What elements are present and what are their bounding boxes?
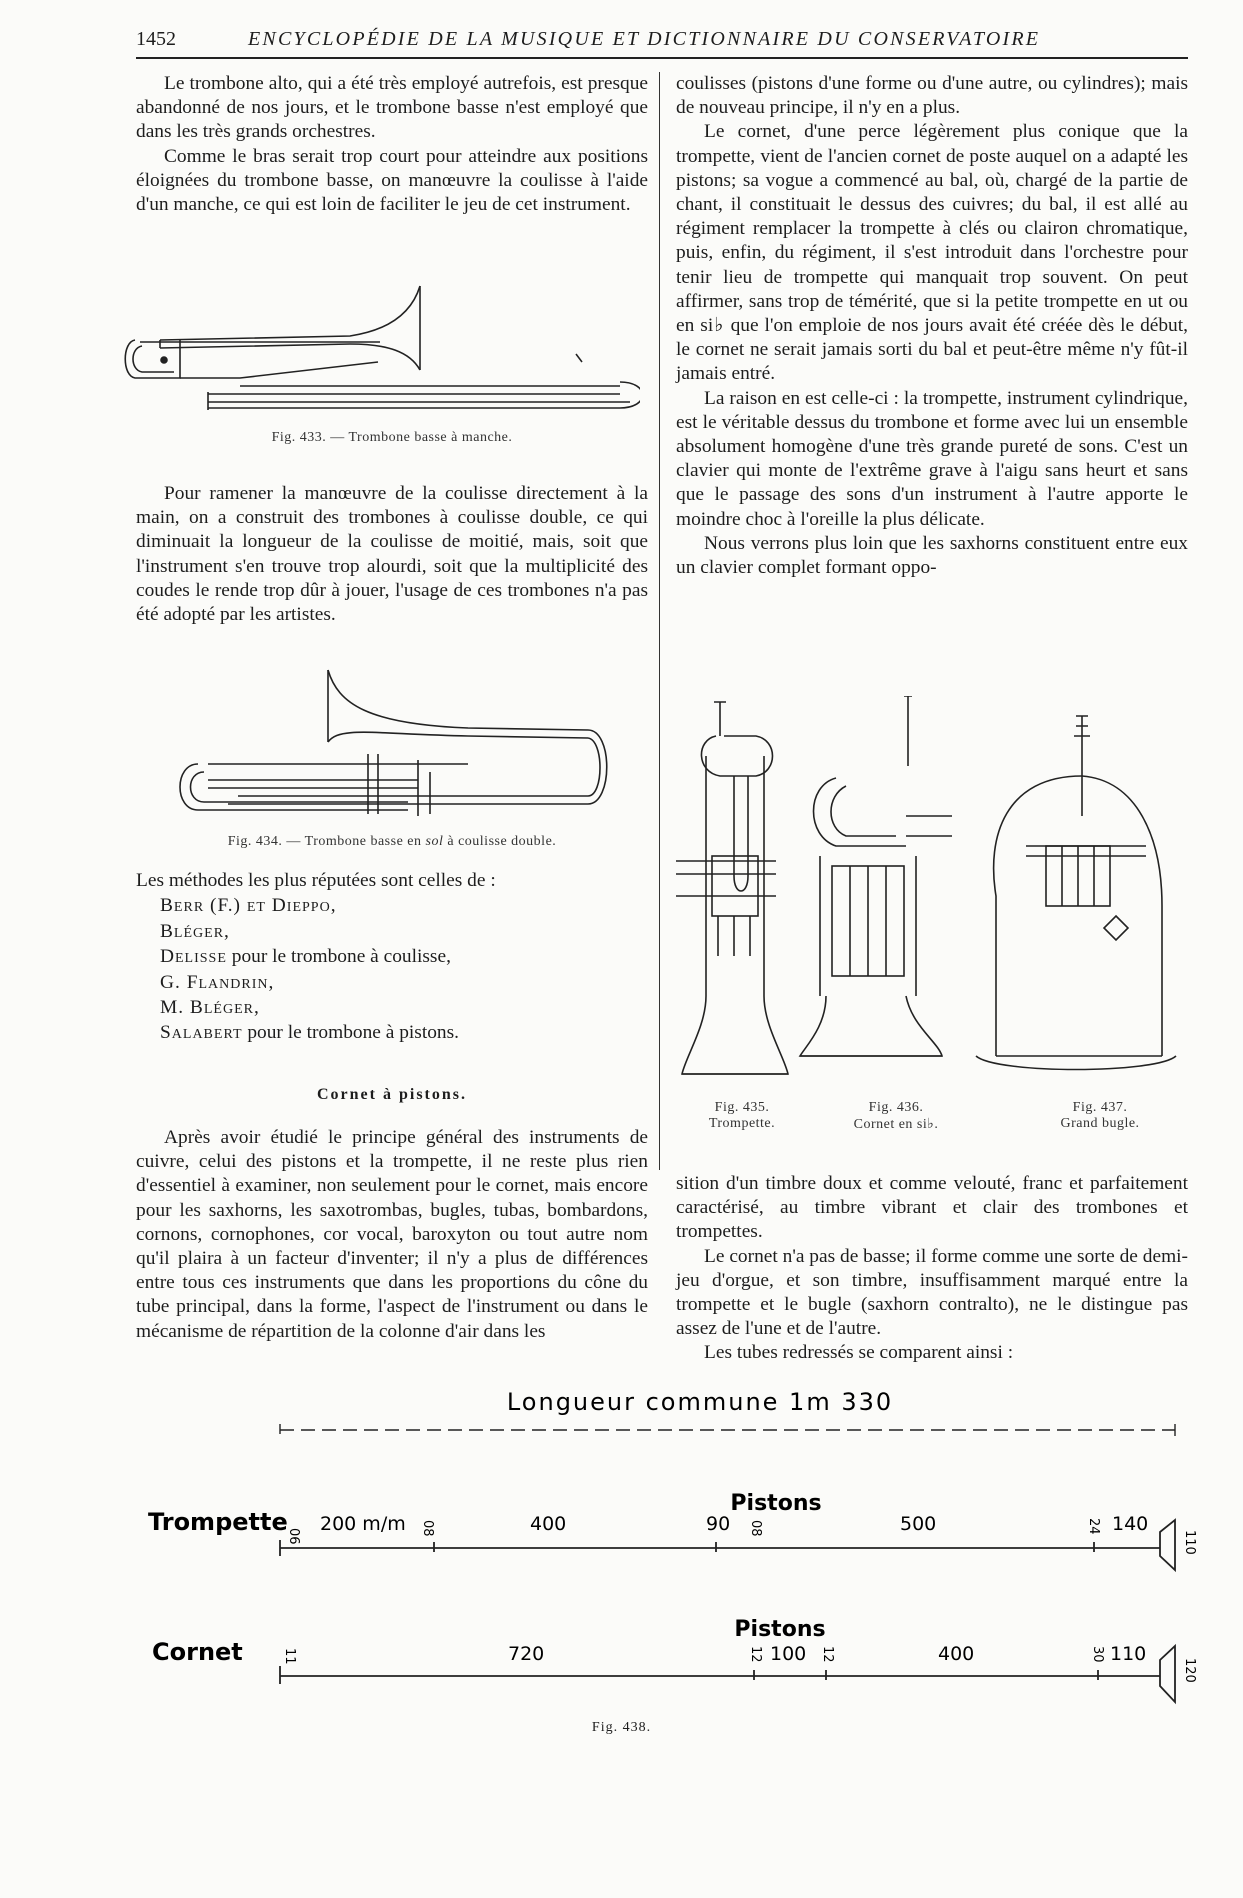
- figure-436-caption: [826, 1100, 966, 1133]
- cornet-segment-1: 720: [508, 1643, 545, 1665]
- running-header: [136, 28, 1094, 56]
- method-item: [160, 970, 496, 995]
- paragraph: Les tubes redressés se comparent ainsi :: [704, 1342, 1014, 1364]
- paragraph: Le cornet, d'une perce légèrement plus conique que la trompette, vient de l'ancien cornet de poste auquel on a adapté les pistons; sa vogue a commencé au bal, où, chargé de la partie de chant, il constituait le dessus des cuivres; du bal, il est allé au régiment remplacer la trompette à clés ou clairon chromatique, puis, enfin, du régiment, il s'est introduit dans l'orchestre pour tenir lieu de trompette qui manquait trop souvent. On peut affirmer, sans trop de témérité, que si la petite trompette en ut ou en si♭ que l'on emploie de nos jours avait été créée dès le début, le cornet ne serait jamais sorti du bal et peut-être même n'y fût-il jamais entré.: [676, 121, 1188, 385]
- figure-435-name: Trompette.: [708, 1116, 776, 1131]
- figure-437-caption: [1030, 1100, 1170, 1132]
- paragraph: sition d'un timbre doux et comme velouté, franc et parfaitement caractérisé, au timbre vibrant et clair des trombones et trompettes.: [676, 1173, 1188, 1243]
- cornet-diameter-1: 11: [282, 1648, 297, 1665]
- method-author: Berr (F.) et Dieppo,: [160, 895, 337, 917]
- header-rule: [136, 57, 1188, 59]
- figure-434-caption-text: Fig. 434. — Trombone basse en: [227, 834, 426, 849]
- method-item: [160, 944, 496, 969]
- paragraph: Le cornet n'a pas de basse; il forme comme une sorte de demi-jeu d'orgue, et son timbre, insuffisamment marqué entre la trompette et le bugle (saxhorn contralto), ne le distingue pas assez de l'une et de l'autre.: [676, 1245, 1188, 1340]
- trompette-segment-3: 90: [706, 1513, 731, 1535]
- cornet-diameter-5: 120: [1182, 1658, 1197, 1683]
- paragraph: Après avoir étudié le principe général des instruments de cuivre, celui des pistons et la trompette, il ne reste plus rien d'essentiel à examiner, non seulement pour le cornet, mais encore pour les saxhorns, les saxotrombas, bugles, tubas, bombardons, cornons, cornophones, cor vocal, baroxyton ou tout autre nom qu'il plaira à un facteur d'inventer; il n'y a plus de différences entre tous ces instruments que dans les proportions du cône du tube principal, dans la forme, l'aspect de l'instrument ou dans le mécanisme de répartition de la colonne d'air dans les: [136, 1127, 648, 1342]
- methods-list: [136, 868, 496, 1046]
- brass-instruments-illustration: [676, 696, 1188, 1084]
- trompette-segment-1: 200 m/m: [320, 1513, 406, 1535]
- figure-436-name: Cornet en si♭.: [853, 1117, 939, 1132]
- pistons-label: Pistons: [730, 1491, 822, 1516]
- method-item: [160, 995, 496, 1020]
- method-item: [160, 919, 496, 944]
- diagram-title: Longueur commune 1m 330: [506, 1388, 894, 1416]
- paragraph: La raison en est celle-ci : la trompette, instrument cylindrique, est le véritable dessus du trombone et forme avec lui un ensemble absolument homogène d'une très grande pureté de sons. C'est un clavier qui monte de l'extrême grave à l'aigu sans heurt et sans que le passage des sons d'un instrument à l'autre apporte le moindre choc à l'oreille la plus délicate.: [676, 387, 1188, 530]
- method-note: pour le trombone à coulisse,: [226, 946, 451, 968]
- method-author: Salabert: [160, 1022, 243, 1044]
- method-author: Delisse: [160, 946, 227, 968]
- trombone-double-slide-illustration: [168, 664, 628, 824]
- methods-intro: Les méthodes les plus réputées sont celles de :: [136, 870, 496, 891]
- figure-434-caption: [136, 834, 648, 850]
- figure-435-number: Fig. 435.: [714, 1100, 770, 1115]
- figure-434-caption-key: sol: [425, 834, 444, 849]
- right-column-bottom: [676, 1172, 1188, 1366]
- cornet-diameter-3: 12: [820, 1646, 835, 1663]
- pistons-label-cornet: Pistons: [734, 1617, 826, 1642]
- trompette-segment-2: 400: [530, 1513, 567, 1535]
- cornet-diameter-4: 30: [1090, 1646, 1105, 1663]
- trompette-diameter-3: 08: [748, 1520, 763, 1537]
- cornet-segment-2: 100: [770, 1643, 807, 1665]
- cornet-label: Cornet: [152, 1638, 243, 1666]
- right-column-top: [676, 72, 1188, 580]
- paragraph: Pour ramener la manœuvre de la coulisse directement à la main, on a construit des trombones à coulisse double, ce qui diminuait la longueur de la coulisse de moitié, mais, soit que l'instrument s'en trouve trop alourdi, soit que la multiplicité des coudes le rende trop dûr à jouer, l'usage de ces trombones n'a pas été adopté par les artistes.: [136, 483, 648, 626]
- trompette-segment-5: 140: [1112, 1513, 1149, 1535]
- cornet-segment-4: 110: [1110, 1643, 1147, 1665]
- trompette-label: Trompette: [148, 1508, 288, 1536]
- paragraph: Le trombone alto, qui a été très employé autrefois, est presque abandonné de nos jours, et le trombone basse n'est employé que dans les très grands orchestres.: [136, 73, 648, 143]
- trompette-segment-4: 500: [900, 1513, 937, 1535]
- paragraph: Nous verrons plus loin que les saxhorns constituent entre eux un clavier complet formant oppo-: [676, 532, 1188, 579]
- figure-436-number: Fig. 436.: [868, 1100, 924, 1115]
- figure-437-number: Fig. 437.: [1072, 1100, 1128, 1115]
- cornet-segment-3: 400: [938, 1643, 975, 1665]
- figure-437-name: Grand bugle.: [1060, 1116, 1140, 1131]
- cornet-diameter-2: 12: [748, 1646, 763, 1663]
- trompette-diameter-2: 08: [420, 1520, 435, 1537]
- method-author: G. Flandrin,: [160, 971, 275, 993]
- trompette-diameter-5: 110: [1182, 1530, 1197, 1555]
- trompette-diameter-1: 06: [286, 1528, 301, 1545]
- figure-438-caption: Fig. 438.: [591, 1720, 652, 1735]
- trompette-diameter-4: 24: [1086, 1518, 1101, 1535]
- figure-433-caption: Fig. 433. — Trombone basse à manche.: [271, 430, 513, 445]
- figure-435-caption: [682, 1100, 802, 1132]
- method-author: Bléger,: [160, 920, 230, 942]
- method-note: pour le trombone à pistons.: [242, 1022, 459, 1044]
- paragraph: coulisses (pistons d'une forme ou d'une autre, ou cylindres); mais de nouveau principe, il n'y en a plus.: [676, 73, 1188, 119]
- running-title: ENCYCLOPÉDIE DE LA MUSIQUE ET DICTIONNAIRE DU CONSERVATOIRE: [248, 28, 1041, 50]
- method-item: [160, 1020, 496, 1045]
- paragraph: Comme le bras serait trop court pour atteindre aux positions éloignées du trombone basse, on manœuvre la coulisse à l'aide d'un manche, ce qui est loin de faciliter le jeu de cet instrument.: [136, 145, 648, 216]
- left-column-bottom: [136, 1126, 648, 1344]
- method-author: M. Bléger,: [160, 997, 260, 1019]
- trombone-manche-illustration: [120, 282, 640, 418]
- figure-434-caption-end: à coulisse double.: [443, 834, 557, 849]
- section-title: Cornet à pistons.: [316, 1086, 467, 1103]
- page-number: 1452: [136, 28, 176, 50]
- left-column-top: [136, 72, 648, 217]
- left-column-middle: [136, 482, 648, 627]
- column-divider: [659, 72, 660, 1170]
- tube-comparison-diagram: [0, 1380, 1243, 1850]
- method-item: [160, 893, 496, 918]
